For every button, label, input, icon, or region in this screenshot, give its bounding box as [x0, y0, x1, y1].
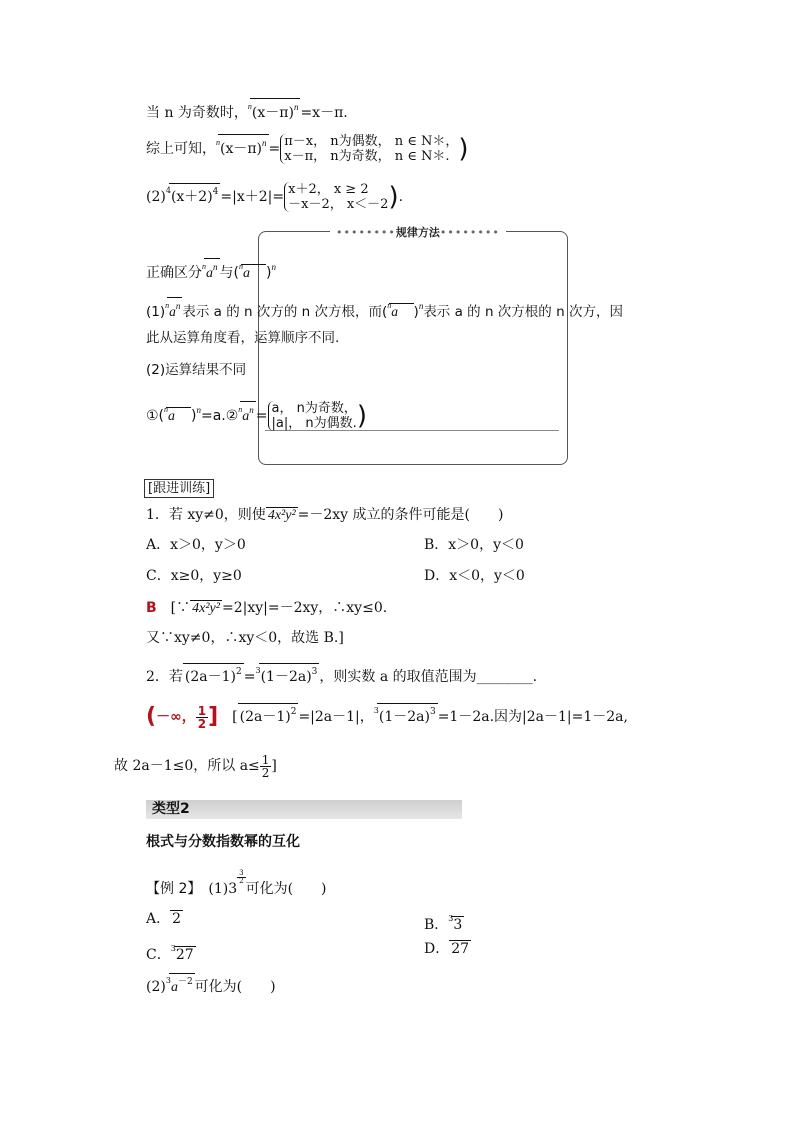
answer-1 [146, 598, 387, 618]
method-box-title: ••••••••规律方法•••••••• [330, 224, 506, 240]
text: D． [424, 941, 450, 957]
text: = [255, 408, 268, 424]
radicand: 4x²y² [267, 508, 296, 523]
answer-2: (－∞， $\frac{1}{2}$ ] [ $(2a-1)^2 =|2a-1|$，$^3(1-2a)^3 =1-2a$.因为|2a－1|=1－2a, [146, 703, 628, 731]
radicand: 2 [172, 911, 182, 927]
text: = [243, 669, 256, 685]
radicand: 4x²y² [192, 601, 220, 616]
text: 可化为( ) [194, 979, 276, 995]
piecewise [280, 134, 458, 164]
text: (2) [146, 979, 166, 995]
answer-1-cont: 又∵xy≠0，∴xy＜0，故选 B.] [146, 630, 344, 646]
abs-line: $(2)^4(x+2)^4 =|x+2|= x+2$， x ≥ 2 －x－2， x＜－2). [146, 182, 404, 212]
radicand: (1－2a) [378, 709, 430, 725]
denominator: 2 [261, 765, 270, 780]
option-a: A．x＞0，y＞0 [146, 537, 246, 553]
piecewise [284, 182, 388, 212]
radical: $(x-\pi)^n$ [218, 134, 269, 157]
piecewise [268, 401, 357, 431]
fraction [260, 754, 272, 779]
case: π－x， n为偶数， n ∈ N＊， [284, 134, 459, 149]
example-2-part2: $(2)^3a^{-2}$ 可化为( ) [146, 971, 276, 997]
radicand: (x＋2) [170, 189, 213, 205]
numerator: 1 [261, 752, 270, 767]
case: a， n为奇数， [271, 401, 357, 416]
method-p2: (2)运算结果不同 [146, 362, 247, 378]
text: 与( [219, 265, 239, 281]
text: 表示 a 的 n 次方的 n 次方根，而( [182, 304, 388, 320]
fraction [196, 705, 208, 730]
section-title: 根式与分数指数幂的互化 [146, 834, 300, 850]
text: A． [146, 911, 171, 927]
option-b: B．x＞0，y＜0 [424, 537, 524, 553]
denominator: 2 [197, 716, 207, 731]
ex-option-c: C．$^3$27 [146, 944, 194, 963]
radicand: 27 [451, 941, 470, 957]
summary-line: 综上可知，$^n(x-\pi)^n = \pi-x$， n为偶数， n ∈ N＊， x－π， n为奇数， n ∈ N＊. ) [146, 134, 469, 164]
text: [ [232, 709, 238, 725]
odd-case-line: 当 n 为奇数时，$^n(x-\pi)^n =x-\pi$. [146, 97, 348, 123]
answer-letter: B [146, 600, 157, 616]
ex-option-d [424, 939, 471, 959]
text: =|2a－1|， [298, 709, 374, 725]
radical: $(x+2)^4$ [169, 183, 220, 205]
option-c: C．x≥0，y≥0 [146, 568, 242, 584]
text: =a.② [200, 408, 239, 424]
radicand: a [170, 980, 178, 995]
example-label: 【例 2】 [146, 881, 195, 897]
method-p1-cont: 此从运算角度看，运算顺序不同. [146, 330, 340, 346]
method-p1: $(1)^na^n$ 表示 a 的 n 次方的 n 次方根，而($^n$a )$^n$表示 a 的 n 次方根的 n 次方，因 [146, 296, 623, 322]
case: |a|， n为偶数. [271, 416, 357, 431]
text: =－2xy 成立的条件可能是( ) [297, 507, 504, 523]
text: (1) [146, 304, 166, 320]
text: =x－π. [300, 105, 348, 121]
radicand: (x－π) [220, 141, 263, 157]
question-2: 2．若 $(2a-1)^2 =^3(1-2a)^3$ ，则实数 a 的取值范围为________. [146, 661, 537, 687]
practice-tag: [跟进训练] [144, 479, 214, 498]
text: 综上可知， [146, 141, 216, 157]
type-label: 类型2 [152, 801, 190, 817]
text: ] [271, 758, 277, 774]
text: 故 2a－1≤0，所以 a≤ [114, 758, 260, 774]
radicand: 27 [175, 947, 194, 963]
radicand: (2a－1) [184, 669, 237, 685]
text: [∵ [170, 600, 191, 616]
text: 2．若 [146, 669, 183, 685]
text: (1)3 [208, 881, 238, 897]
title-text: 规律方法 [395, 226, 440, 239]
radicand: (x－π) [251, 105, 294, 121]
method-heading: 正确区分$^na^n$ 与($^n$a )$^n$ [146, 257, 276, 283]
text: 1．若 xy≠0，则使 [146, 507, 266, 523]
numerator: 1 [197, 703, 207, 718]
type-bar [146, 800, 462, 819]
option-d: D．x＜0，y＜0 [424, 568, 525, 584]
text: =2|xy|=－2xy，∴xy≤0. [221, 600, 388, 616]
ex-option-a [146, 909, 183, 929]
example-2: 【例 2】 (1)3 $\frac{3}{2}$ 可化为( ) [146, 869, 327, 897]
method-p3: ①($^n$a )$^n=a.②^na^n = a$， n为奇数， |a|， n为偶数.) [146, 401, 368, 431]
text: 当 n 为奇数时， [146, 105, 248, 121]
question-1 [146, 505, 503, 525]
radicand: (1－2a) [260, 669, 312, 685]
text: C． [146, 947, 171, 963]
radicand: (2a－1) [239, 709, 291, 725]
text: 正确区分 [146, 265, 202, 281]
text: B． [424, 917, 449, 933]
answer-2-cont [114, 752, 277, 780]
case: －x－2， x＜－2 [288, 197, 389, 212]
text: 可化为( ) [245, 881, 327, 897]
text: 表示 a 的 n 次方根的 n 次方，因 [423, 304, 623, 320]
text: ，则实数 a 的取值范围为________. [319, 669, 538, 685]
text: =1－2a.因为|2a－1|=1－2a, [437, 709, 628, 725]
radicand: 3 [453, 917, 463, 933]
text: (2) [146, 189, 166, 205]
radical: $(x-\pi)^n$ [250, 98, 301, 121]
case: x－π， n为奇数， n ∈ N＊. [284, 149, 450, 164]
ex-option-b: B．$^3$3 [424, 914, 463, 933]
text: ①( [146, 408, 165, 424]
case: x＋2， x ≥ 2 [288, 182, 369, 197]
text: =|x＋2|= [220, 189, 285, 205]
interval-left: －∞， [156, 709, 196, 725]
